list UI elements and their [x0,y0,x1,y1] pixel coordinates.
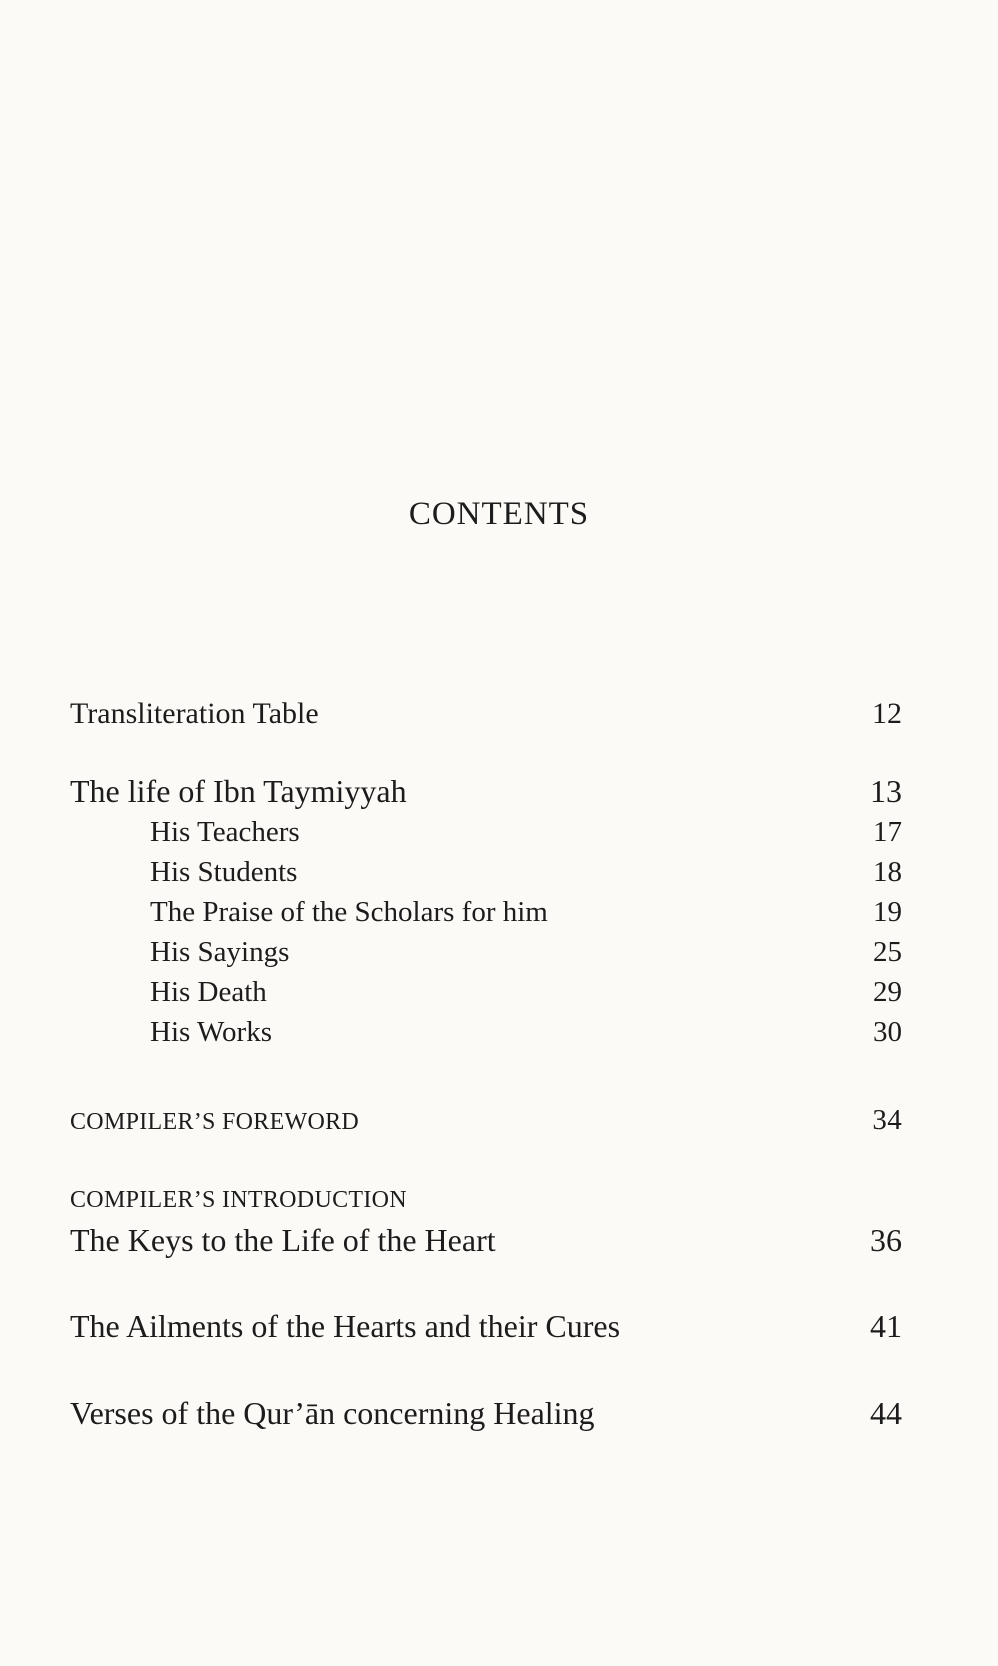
toc-entry-page: 29 [873,976,902,1008]
toc-entry-title: COMPILER’S FOREWORD [70,1109,360,1135]
section-label: COMPILER’S INTRODUCTION [70,1187,407,1213]
contents-heading: CONTENTS [408,496,590,532]
toc-entry-title: The Ailments of the Hearts and their Cures [70,1308,621,1344]
toc-entry-title: The life of Ibn Taymiyyah [70,773,407,809]
toc-entry-ailments-of-hearts[interactable] [70,1307,902,1345]
toc-entry-page: 34 [872,1104,902,1136]
toc-entry-page: 19 [873,896,902,928]
toc-entry-keys-to-life-of-heart[interactable] [70,1221,902,1259]
toc-entry-compilers-foreword[interactable] [70,1106,902,1136]
toc-subentry-teachers[interactable] [150,815,902,849]
toc-entry-page: 17 [873,816,902,848]
toc-entry-title: His Students [150,856,298,888]
toc-entry-title: His Teachers [150,816,300,848]
toc-entry-page: 18 [873,856,902,888]
toc-section-label-introduction [70,1186,902,1214]
toc-entry-title: His Works [150,1016,273,1048]
toc-entry-title: Verses of the Qur’ān concerning Healing [70,1395,595,1431]
toc-subentry-works[interactable] [150,1015,902,1049]
toc-entry-title: His Sayings [150,936,290,968]
toc-entry-transliteration-table[interactable] [70,696,902,732]
toc-entry-page: 30 [873,1016,902,1048]
toc-entry-title: Transliteration Table [70,697,319,730]
toc-entry-title: The Praise of the Scholars for him [150,896,548,928]
toc-entry-page: 12 [872,697,902,730]
toc-entry-verses-of-quran[interactable] [70,1394,902,1432]
toc-subentry-students[interactable] [150,855,902,889]
toc-subentry-sayings[interactable] [150,935,902,969]
toc-entry-title: His Death [150,976,267,1008]
toc-entry-page: 13 [870,773,902,809]
toc-entry-page: 25 [873,936,902,968]
toc-entry-title: The Keys to the Life of the Heart [70,1222,496,1258]
toc-entry-page: 41 [870,1308,902,1344]
toc-entry-life-of-ibn-taymiyyah[interactable] [70,772,902,810]
toc-subentry-death[interactable] [150,975,902,1009]
toc-entry-page: 44 [870,1395,902,1431]
toc-subentry-praise[interactable] [150,895,902,929]
toc-entry-page: 36 [870,1222,902,1258]
